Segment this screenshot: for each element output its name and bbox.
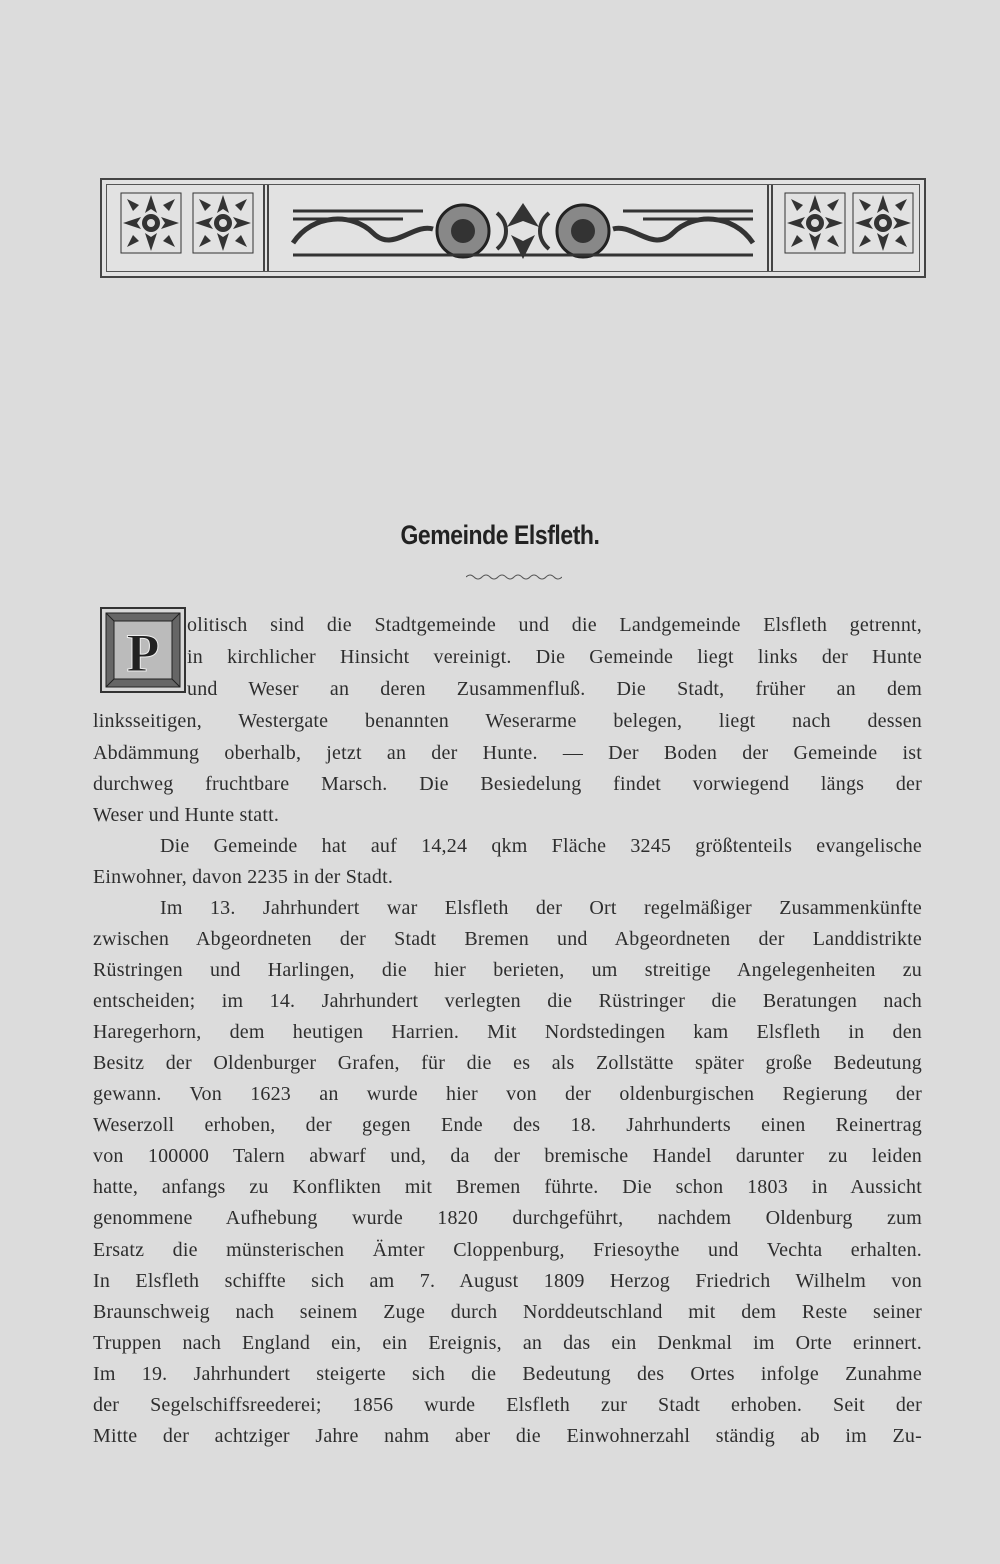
text-line: Besitz der Oldenburger Grafen, für die es als Zollstätte später große Bedeutung bbox=[93, 1052, 922, 1074]
text-line: Rüstringen und Harlingen, die hier berieten, um streitige Angelegenheiten zu bbox=[93, 959, 922, 981]
band-divider-left-2 bbox=[267, 185, 269, 271]
text-line: gewann. Von 1623 an wurde hier von der oldenburgischen Regierung der bbox=[93, 1083, 922, 1105]
text-line: Einwohner, davon 2235 in der Stadt. bbox=[93, 866, 394, 888]
ornamental-header-band bbox=[100, 178, 926, 278]
text-line: Abdämmung oberhalb, jetzt an der Hunte. — Der Boden der Gemeinde ist bbox=[93, 742, 922, 764]
text-line: und Weser an deren Zusammenfluß. Die Stadt, früher an dem bbox=[187, 678, 922, 700]
decorated-initial bbox=[100, 607, 186, 693]
rosette-ornament-icon bbox=[783, 191, 847, 255]
band-divider-right bbox=[767, 185, 769, 271]
text-line: Haregerhorn, dem heutigen Harrien. Mit Nordstedingen kam Elsfleth in den bbox=[93, 1021, 922, 1043]
text-line: Weserzoll erhoben, der gegen Ende des 18. Jahrhunderts einen Reinertrag bbox=[93, 1114, 922, 1136]
band-divider-right-2 bbox=[771, 185, 773, 271]
page-title: Gemeinde Elsfleth. bbox=[400, 520, 600, 550]
text-line: Truppen nach England ein, ein Ereignis, an das ein Denkmal im Orte erinnert. bbox=[93, 1332, 922, 1354]
text-line: Im 19. Jahrhundert steigerte sich die Bedeutung des Ortes infolge Zunahme bbox=[93, 1363, 922, 1385]
text-line: zwischen Abgeordneten der Stadt Bremen und Abgeordneten der Landdistrikte bbox=[93, 928, 922, 950]
text-line: linksseitigen, Westergate benannten Weserarme belegen, liegt nach dessen bbox=[93, 710, 922, 732]
text-line: In Elsfleth schiffte sich am 7. August 1809 Herzog Friedrich Wilhelm von bbox=[93, 1270, 922, 1292]
text-line: olitisch sind die Stadtgemeinde und die Landgemeinde Elsfleth getrennt, bbox=[187, 614, 922, 636]
text-line: hatte, anfangs zu Konflikten mit Bremen führte. Die schon 1803 in Aussicht bbox=[93, 1176, 922, 1198]
text-line: der Segelschiffsreederei; 1856 wurde Elsfleth zur Stadt erhoben. Seit der bbox=[93, 1394, 922, 1416]
rosette-ornament-icon bbox=[191, 191, 255, 255]
text-line: Braunschweig nach seinem Zuge durch Norddeutschland mit dem Reste seiner bbox=[93, 1301, 922, 1323]
text-line: in kirchlicher Hinsicht vereinigt. Die Gemeinde liegt links der Hunte bbox=[187, 646, 922, 668]
rosette-ornament-icon bbox=[119, 191, 183, 255]
text-line: entscheiden; im 14. Jahrhundert verlegten die Rüstringer die Beratungen nach bbox=[93, 990, 922, 1012]
floral-scroll-ornament-icon bbox=[283, 193, 763, 265]
text-line: Weser und Hunte statt. bbox=[93, 804, 280, 826]
band-inner-frame bbox=[106, 184, 920, 272]
text-line: von 100000 Talern abwarf und, da der bremische Handel darunter zu leiden bbox=[93, 1145, 922, 1167]
initial-letter: P bbox=[126, 623, 160, 683]
text-line: Im 13. Jahrhundert war Elsfleth der Ort regelmäßiger Zusammenkünfte bbox=[160, 897, 922, 919]
rosette-ornament-icon bbox=[851, 191, 915, 255]
text-line: Ersatz die münsterischen Ämter Cloppenburg, Friesoythe und Vechta erhalten. bbox=[93, 1239, 922, 1261]
wavy-rule-icon bbox=[466, 573, 562, 581]
text-line: Mitte der achtziger Jahre nahm aber die Einwohnerzahl ständig ab im Zu- bbox=[93, 1425, 922, 1447]
text-line: genommene Aufhebung wurde 1820 durchgeführt, nachdem Oldenburg zum bbox=[93, 1207, 922, 1229]
text-line: Die Gemeinde hat auf 14,24 qkm Fläche 3245 größtenteils evangelische bbox=[160, 835, 922, 857]
text-line: durchweg fruchtbare Marsch. Die Besiedelung findet vorwiegend längs der bbox=[93, 773, 922, 795]
band-divider-left bbox=[263, 185, 265, 271]
